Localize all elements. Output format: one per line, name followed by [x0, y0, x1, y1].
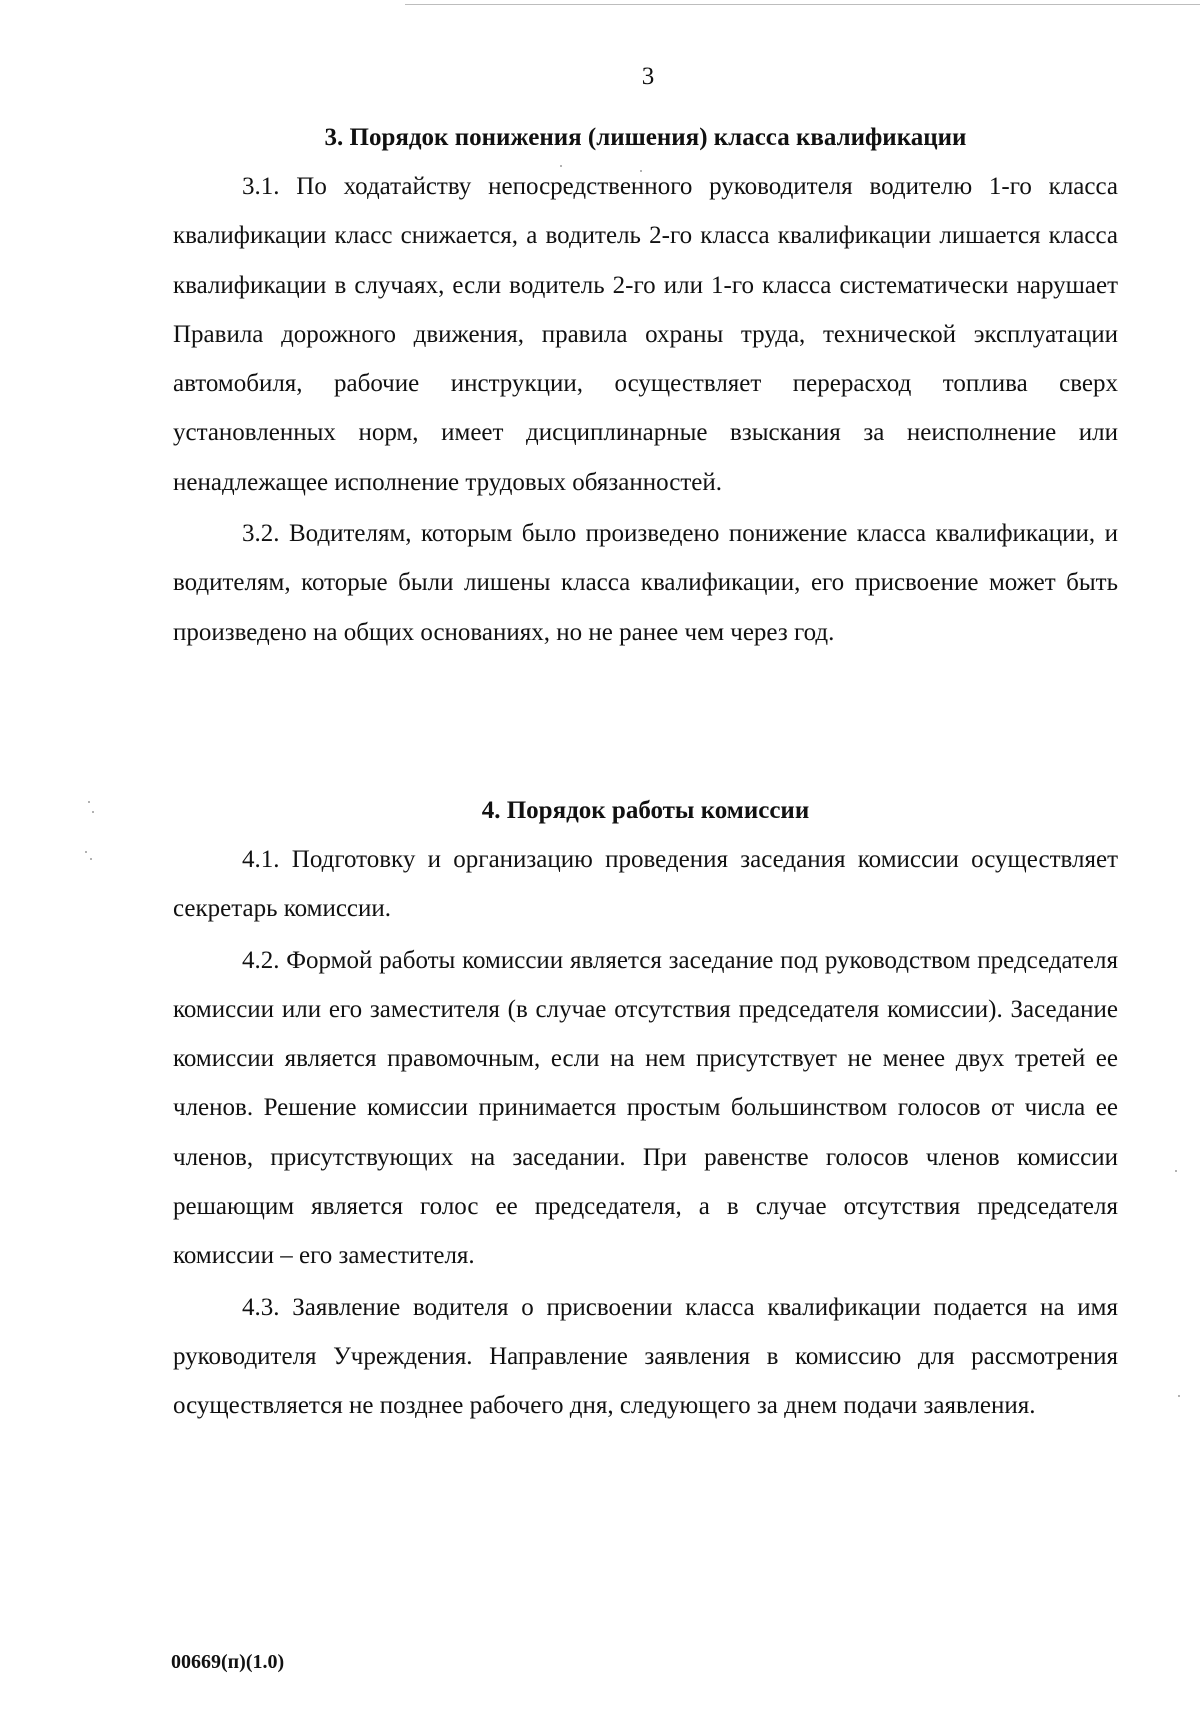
section-demotion: [173, 120, 1118, 657]
section-commission-procedure: [173, 793, 1118, 1431]
paragraph-4-1: 4.1. Подготовку и организацию проведения заседания комиссии осуществляет секретарь комиссии.: [173, 846, 1118, 923]
document-code: 00669(п)(1.0): [171, 1651, 285, 1673]
section-heading: 3. Порядок понижения (лишения) класса квалификации: [324, 124, 967, 151]
paragraph-4-2: 4.2. Формой работы комиссии является заседание под руководством председателя комиссии или его заместителя (в случае отсутствия председателя комиссии). Заседание комиссии является правомочным, если на нем присутствует не менее двух третей ее членов. Решение комиссии принимается простым большинством голосов от числа ее членов, присутствующих на заседании. При равенстве голосов членов комиссии решающим является голос ее председателя, а в случае отсутствия председателя комиссии – его заместителя.: [173, 946, 1118, 1270]
scan-speck: [560, 165, 562, 167]
scan-speck: [640, 170, 642, 172]
section-heading: 4. Порядок работы комиссии: [481, 797, 810, 824]
scan-speck: [90, 858, 92, 860]
page-number: 3: [641, 63, 655, 90]
paragraph-3-2: 3.2. Водителям, которым было произведено понижение класса квалификации, и водителям, которые были лишены класса квалификации, его присвоение может быть произведено на общих основаниях, но не ранее чем через год.: [173, 520, 1118, 646]
scan-speck: [1175, 1170, 1177, 1172]
scan-top-edge: [405, 4, 1200, 5]
scan-speck: [1178, 1395, 1180, 1397]
paragraph-3-1: 3.1. По ходатайству непосредственного руководителя водителю 1-го класса квалификации класс снижается, а водитель 2-го класса квалификации лишается класса квалификации в случаях, если водитель 2-го или 1-го класса систематически нарушает Правила дорожного движения, правила охраны труда, технической эксплуатации автомобиля, рабочие инструкции, осуществляет перерасход топлива сверх установленных норм, имеет дисциплинарные взыскания за неисполнение или ненадлежащее исполнение трудовых обязанностей.: [173, 173, 1118, 496]
scan-speck: [88, 801, 90, 803]
scan-speck: [85, 851, 87, 853]
scan-speck: [92, 811, 94, 813]
paragraph-4-3: 4.3. Заявление водителя о присвоении класса квалификации подается на имя руководителя Учреждения. Направление заявления в комиссию для рассмотрения осуществляется не позднее рабочего дня, следующего за днем подачи заявления.: [173, 1293, 1118, 1420]
